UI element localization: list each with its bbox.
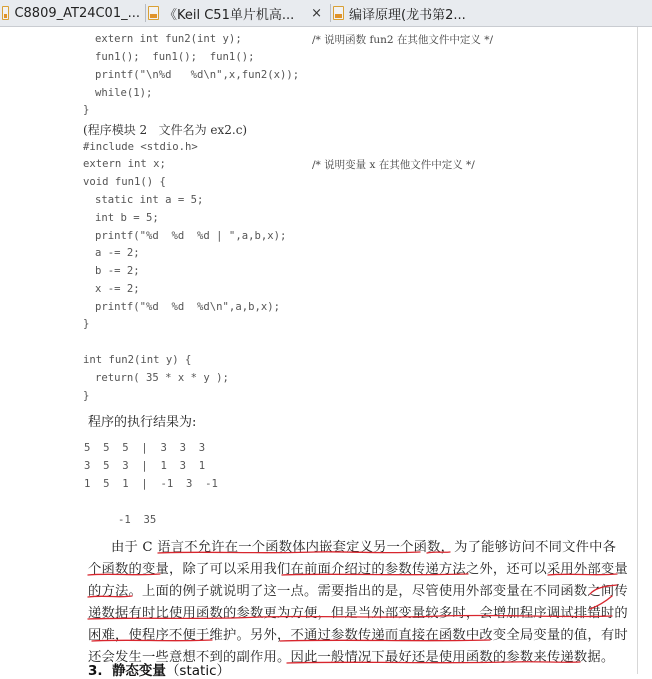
code-line: printf("\n%d %d\n",x,fun2(x));: [95, 69, 300, 81]
pdf-file-icon: [148, 6, 159, 20]
tab-separator: [330, 4, 331, 22]
code-line: extern int x;: [83, 158, 166, 170]
tab-bar: [0, 0, 652, 27]
code-line: x -= 2;: [95, 283, 140, 295]
paragraph-line: 困难，使程序不便于维护。另外，不通过参数传递而直接在函数中改变全局变量的值，有时: [88, 628, 628, 643]
page-edge: [637, 27, 638, 674]
paragraph-line: 的方法。上面的例子就说明了这一点。需要指出的是，尽管使用外部变量在不同函数之间传: [88, 584, 628, 599]
pdf-file-icon: [2, 6, 9, 20]
result-heading: 程序的执行结果为:: [88, 415, 197, 430]
section-heading: [88, 659, 230, 679]
tab-label: 编译原理(龙书第2...: [349, 7, 466, 23]
code-line: printf("%d %d %d\n",a,b,x);: [95, 301, 280, 313]
paragraph-line: 还会发生一些意想不到的副作用。因此一般情况下最好还是使用函数的参数来传递数据。: [88, 650, 615, 665]
code-line: while(1);: [95, 87, 153, 99]
paragraph-line: 递数据有时比使用函数的参数更为方便，但是当外部变量较多时，会增加程序调试排错时的: [88, 606, 628, 621]
tab-document-2[interactable]: [148, 0, 333, 26]
code-line: }: [83, 104, 90, 116]
result-line: 3 5 3 | 1 3 1: [84, 460, 206, 472]
code-line: #include <stdio.h>: [83, 141, 198, 153]
code-line: int fun2(int y) {: [83, 354, 192, 366]
code-line: int b = 5;: [95, 212, 159, 224]
code-line: }: [83, 318, 90, 330]
module-caption-text: 程序模块 2 文件名为 ex2.c): [87, 123, 248, 137]
code-comment: /* 说明变量 x 在其他文件中定义 */: [312, 159, 475, 171]
module-caption: (程序模块 2 文件名为 ex2.c): [83, 123, 248, 137]
code-comment: /* 说明函数 fun2 在其他文件中定义 */: [312, 34, 494, 46]
section-number: 3.: [88, 663, 103, 679]
tab-separator: [145, 4, 146, 22]
code-line: extern int fun2(int y);: [95, 33, 242, 45]
code-line: return( 35 * x * y );: [95, 372, 229, 384]
code-line: fun1(); fun1(); fun1();: [95, 51, 255, 63]
section-title: 静态变量: [111, 663, 166, 679]
tab-document-3[interactable]: [333, 0, 533, 26]
paragraph-line: 由于 C 语言不允许在一个函数体内嵌套定义另一个函数，为了能够访问不同文件中各: [111, 540, 617, 555]
pdf-file-icon: [333, 6, 344, 20]
result-line: -1 35: [118, 514, 157, 526]
tab-label: 《Keil C51单片机高...: [164, 7, 295, 23]
code-line: b -= 2;: [95, 265, 140, 277]
tab-label: C8809_AT24C01_...: [14, 5, 140, 21]
paragraph-line: 个函数的变量，除了可以采用我们在前面介绍过的参数传递方法之外，还可以采用外部变量: [88, 562, 628, 577]
code-line: }: [83, 390, 90, 402]
close-icon[interactable]: ×: [311, 6, 322, 21]
code-line: void fun1() {: [83, 176, 166, 188]
code-line: a -= 2;: [95, 247, 140, 259]
code-line: static int a = 5;: [95, 194, 204, 206]
section-subtitle: （static）: [165, 663, 231, 679]
result-line: 5 5 5 | 3 3 3: [84, 442, 206, 454]
result-line: 1 5 1 | -1 3 -1: [84, 478, 218, 490]
tab-document-1[interactable]: [0, 0, 140, 26]
code-line: printf("%d %d %d | ",a,b,x);: [95, 230, 287, 242]
